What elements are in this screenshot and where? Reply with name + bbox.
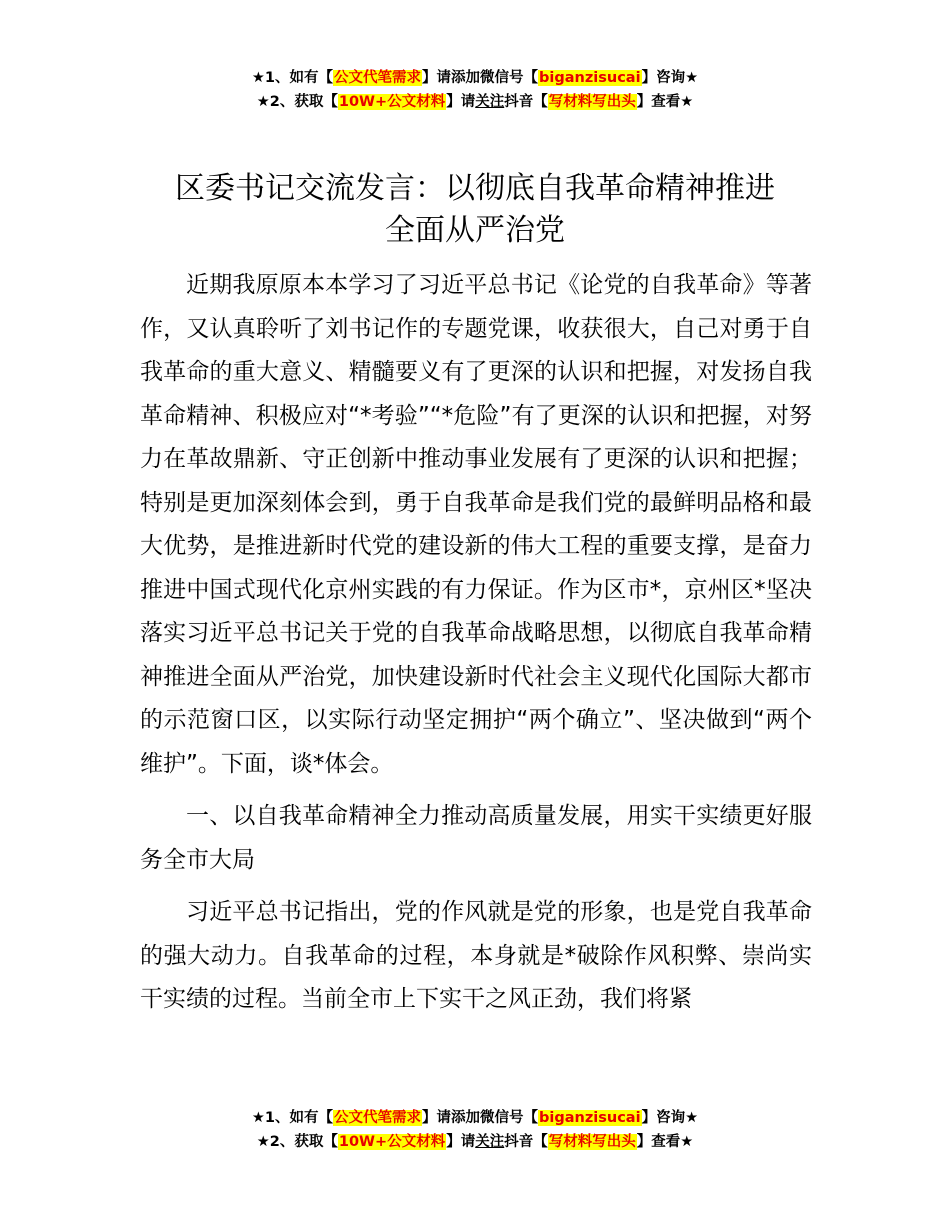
banner-text: 抖音【: [504, 1134, 548, 1150]
paragraph: 习近平总书记指出，党的作风就是党的形象，也是党自我革命的强大动力。自我革命的过程，本身就是*破除作风积弊、崇尚实干实绩的过程。当前全市上下实干之风正劲，我们将紧: [140, 899, 812, 1012]
highlight-text: 10W+公文材料: [338, 1134, 446, 1150]
banner-line-1: [0, 66, 950, 90]
banner-emphasis: 添加: [451, 1110, 481, 1126]
banner-emphasis: 关注: [475, 1134, 505, 1150]
highlight-text: 10W+公文材料: [338, 94, 446, 110]
document-body: [140, 264, 812, 1031]
highlight-text: biganzisucai: [539, 70, 641, 86]
banner-line-2: [0, 1130, 950, 1154]
header-banner: [0, 66, 950, 114]
banner-text: 】请: [446, 1134, 476, 1150]
highlight-text: biganzisucai: [539, 1110, 641, 1126]
banner-text: ★2、获取【: [256, 1134, 338, 1150]
banner-text: ★2、获取【: [256, 94, 338, 110]
banner-text: 微信号【: [480, 1110, 539, 1126]
banner-line-1: [0, 1106, 950, 1130]
title-line-2: 全面从严治党: [385, 213, 565, 248]
document-title: [140, 168, 810, 252]
banner-emphasis: 关注: [475, 94, 505, 110]
banner-text: 微信号【: [480, 70, 539, 86]
banner-text: ★1、如有【: [251, 70, 334, 86]
highlight-text: 公文代笔需求: [334, 70, 422, 86]
banner-text: 】请: [422, 70, 452, 86]
highlight-text: 公文代笔需求: [334, 1110, 422, 1126]
banner-text: 】查看★: [636, 1134, 694, 1150]
banner-text: ★1、如有【: [251, 1110, 334, 1126]
section-heading: 一、以自我革命精神全力推动高质量发展，用实干实绩更好服务全市大局: [140, 803, 812, 873]
banner-text: 】咨询★: [641, 1110, 699, 1126]
banner-text: 抖音【: [504, 94, 548, 110]
highlight-text: 写材料写出头: [548, 94, 636, 110]
banner-emphasis: 添加: [451, 70, 481, 86]
banner-line-2: [0, 90, 950, 114]
banner-text: 】请: [446, 94, 476, 110]
banner-text: 】咨询★: [641, 70, 699, 86]
highlight-text: 写材料写出头: [548, 1134, 636, 1150]
banner-text: 】请: [422, 1110, 452, 1126]
paragraph: 近期我原原本本学习了习近平总书记《论党的自我革命》等著作，又认真聆听了刘书记作的专题党课，收获很大，自己对勇于自我革命的重大意义、精髓要义有了更深的认识和把握，对发扬自我革命精神、积极应对“*考验”“*危险”有了更深的认识和把握，对努力在革故鼎新、守正创新中推动事业发展有了更深的认识和把握；特别是更加深刻体会到，勇于自我革命是我们党的最鲜明品格和最大优势，是推进新时代党的建设新的伟大工程的重要支撑，是奋力推进中国式现代化京州实践的有力保证。作为区市*，京州区*坚决落实习近平总书记关于党的自我革命战略思想，以彻底自我革命精神推进全面从严治党，加快建设新时代社会主义现代化国际大都市的示范窗口区，以实际行动坚定拥护“两个确立”、坚决做到“两个维护”。下面，谈*体会。: [140, 272, 812, 777]
title-line-1: 区委书记交流发言：以彻底自我革命精神推进: [175, 171, 775, 206]
footer-banner: [0, 1106, 950, 1154]
banner-text: 】查看★: [636, 94, 694, 110]
